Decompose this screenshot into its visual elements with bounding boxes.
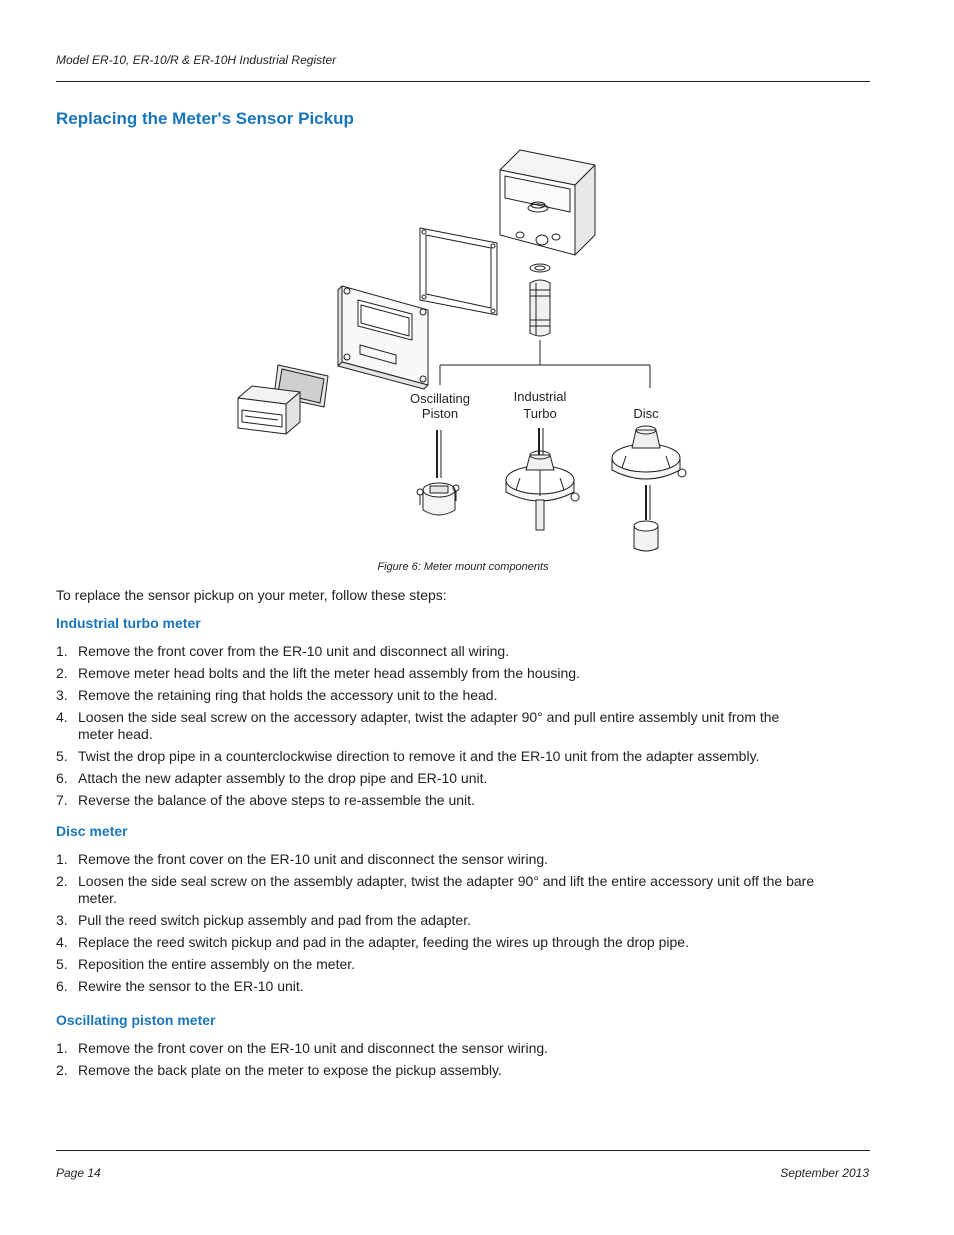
- list-item: [56, 1062, 816, 1079]
- step-text: Replace the reed switch pickup and pad in the adapter, feeding the wires up through the drop pipe.: [78, 934, 689, 950]
- heading-disc-meter: Disc meter: [56, 823, 128, 839]
- step-text: Loosen the side seal screw on the assembly adapter, twist the adapter 90° and lift the entire accessory unit off the bare meter.: [78, 873, 815, 906]
- footer-rule: [56, 1150, 870, 1151]
- meter-mount-figure: [220, 140, 720, 560]
- step-text: Rewire the sensor to the ER-10 unit.: [78, 978, 304, 994]
- list-item: [56, 873, 816, 907]
- junction-box: [500, 150, 595, 255]
- step-text: Attach the new adapter assembly to the drop pipe and ER-10 unit.: [78, 770, 488, 786]
- step-text: Remove the front cover from the ER-10 unit and disconnect all wiring.: [78, 643, 510, 659]
- step-number: 1.: [56, 851, 68, 867]
- label-oscillating-line2: Piston: [421, 406, 459, 421]
- step-number: 3.: [56, 687, 68, 703]
- step-number: 4.: [56, 709, 68, 725]
- label-oscillating-line1: Oscillating: [410, 391, 470, 406]
- running-header: Model ER-10, ER-10/R & ER-10H Industrial Register: [56, 53, 337, 67]
- step-number: 6.: [56, 978, 68, 994]
- label-industrial-line1: Industrial: [513, 389, 567, 404]
- sensor-bracket: [440, 340, 650, 388]
- disc-sensor: [612, 426, 686, 551]
- step-text: Remove the front cover on the ER-10 unit and disconnect the sensor wiring.: [78, 851, 549, 867]
- gasket: [420, 228, 497, 315]
- pipe-nipple: [530, 264, 550, 336]
- oscillating-piston-sensor: [417, 430, 459, 515]
- industrial-turbo-sensor: [506, 428, 579, 530]
- step-number: 2.: [56, 665, 68, 681]
- heading-industrial-turbo: Industrial turbo meter: [56, 615, 201, 631]
- list-item: [56, 643, 816, 660]
- steps-disc-meter: [56, 851, 816, 1000]
- list-item: [56, 934, 816, 951]
- register-module: [238, 386, 300, 434]
- step-text: Remove meter head bolts and the lift the meter head assembly from the housing.: [78, 665, 580, 681]
- figure-caption: Figure 6: Meter mount components: [377, 561, 549, 573]
- step-text: Twist the drop pipe in a counterclockwise direction to remove it and the ER-10 unit from the adapter assembly.: [78, 748, 760, 764]
- step-number: 1.: [56, 643, 68, 659]
- step-number: 3.: [56, 912, 68, 928]
- step-number: 5.: [56, 748, 68, 764]
- list-item: [56, 665, 816, 682]
- steps-industrial-turbo: [56, 643, 816, 814]
- step-text: Remove the retaining ring that holds the accessory unit to the head.: [78, 687, 498, 703]
- heading-oscillating-piston: Oscillating piston meter: [56, 1012, 216, 1028]
- section-title: Replacing the Meter's Sensor Pickup: [56, 109, 354, 128]
- header-rule: [56, 81, 870, 82]
- list-item: [56, 1040, 816, 1057]
- list-item: [56, 851, 816, 868]
- front-cover: [338, 286, 428, 389]
- meter-mount-diagram: [220, 140, 720, 560]
- list-item: [56, 956, 816, 973]
- list-item: [56, 709, 816, 743]
- steps-oscillating-piston: [56, 1040, 816, 1084]
- step-number: 2.: [56, 873, 68, 889]
- step-number: 6.: [56, 770, 68, 786]
- step-number: 1.: [56, 1040, 68, 1056]
- page-number: Page 14: [56, 1166, 101, 1180]
- step-number: 2.: [56, 1062, 68, 1078]
- label-disc: Disc: [633, 406, 659, 421]
- step-text: Remove the front cover on the ER-10 unit and disconnect the sensor wiring.: [78, 1040, 549, 1056]
- step-number: 4.: [56, 934, 68, 950]
- intro-paragraph: To replace the sensor pickup on your meter, follow these steps:: [56, 587, 447, 603]
- label-industrial-line2: Turbo: [523, 406, 557, 421]
- step-number: 7.: [56, 792, 68, 808]
- step-text: Remove the back plate on the meter to expose the pickup assembly.: [78, 1062, 502, 1078]
- footer-date: September 2013: [780, 1166, 869, 1180]
- list-item: [56, 912, 816, 929]
- list-item: [56, 687, 816, 704]
- list-item: [56, 770, 816, 787]
- step-text: Pull the reed switch pickup assembly and pad from the adapter.: [78, 912, 471, 928]
- list-item: [56, 748, 816, 765]
- list-item: [56, 978, 816, 995]
- step-text: Loosen the side seal screw on the accessory adapter, twist the adapter 90° and pull entire assembly unit from the meter head.: [78, 709, 780, 742]
- list-item: [56, 792, 816, 809]
- step-number: 5.: [56, 956, 68, 972]
- step-text: Reverse the balance of the above steps to re-assemble the unit.: [78, 792, 475, 808]
- step-text: Reposition the entire assembly on the meter.: [78, 956, 356, 972]
